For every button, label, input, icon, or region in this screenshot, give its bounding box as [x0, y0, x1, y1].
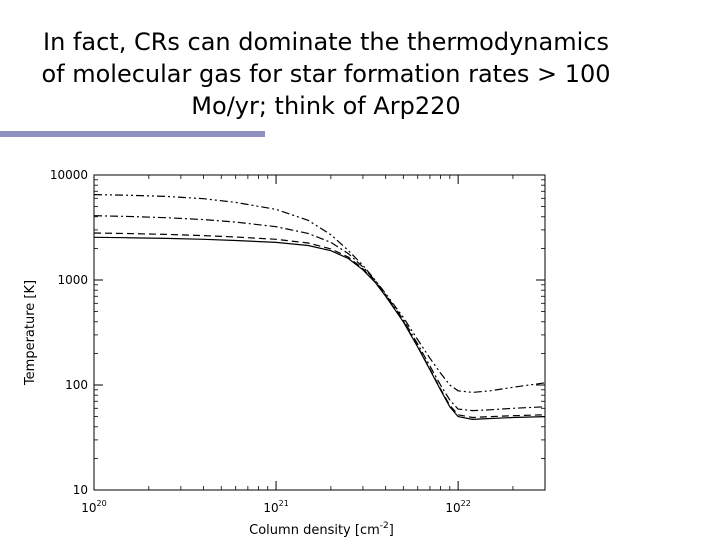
temperature-column-density-chart: [0, 150, 720, 540]
y-tick-label: 10: [72, 483, 88, 497]
y-tick-label: 10000: [49, 168, 88, 182]
series-line-dashed: [94, 233, 545, 418]
series-line-dash-dot-dot: [94, 195, 545, 393]
title-accent-rule: [0, 131, 265, 137]
plot-frame: [94, 175, 545, 490]
y-tick-label: 100: [65, 378, 88, 392]
series-line-dash-dot: [94, 216, 545, 411]
title-line-1: In fact, CRs can dominate the thermodynamics: [43, 28, 609, 56]
x-axis-label: Column density $[cm^{-2}]$: [249, 521, 394, 538]
y-tick-label: 1000: [57, 273, 88, 287]
x-tick-label: $10^{22}$: [445, 499, 471, 515]
slide-title: [0, 26, 652, 122]
y-axis-label: Temperature [K]: [23, 279, 38, 386]
x-tick-label: $10^{20}$: [81, 499, 107, 515]
x-tick-label: $10^{21}$: [263, 499, 289, 515]
title-line-3: Mo/yr; think of Arp220: [191, 92, 461, 120]
title-line-2: of molecular gas for star formation rates > 100: [41, 60, 611, 88]
